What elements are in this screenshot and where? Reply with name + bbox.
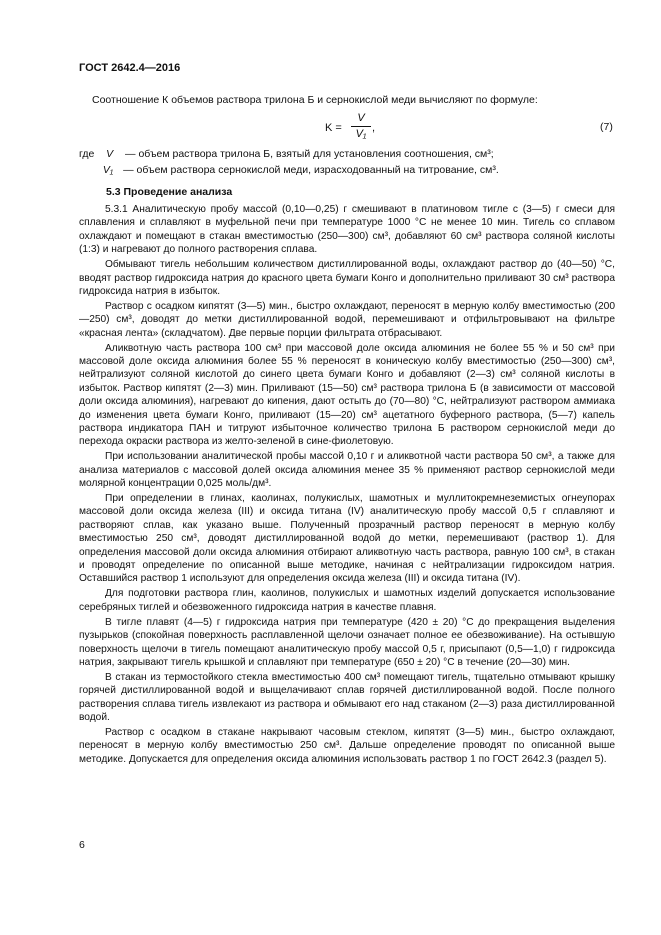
formula-intro-text: Соотношение К объемов раствора трилона Б и сернокислой меди вычисляют по формуле: bbox=[92, 94, 538, 106]
paragraph: Обмывают тигель небольшим количеством дистиллированной воды, охлаждают раствор до (40—50) °С, вводят раствор гидроксида натрия до красного цвета бумаги Конго и дополнительно приливают 30 см³ раствора гидроксида натрия в избыток. bbox=[79, 259, 615, 297]
paragraph: 5.3.1 Аналитическую пробу массой (0,10—0,25) г смешивают в платиновом тигле с (3—5) г смеси для сплавления и сплавляют в муфельной печи при температуре 1000 °С не менее 10 мин. Тигель со сплавом охлаждают и помещают в стакан вместимостью (250—300) см³, добавляют 60 см³ раствора соляной кислоты (1:3) и нагревают до полного растворения сплава. bbox=[79, 204, 615, 256]
where-label: где bbox=[79, 148, 95, 160]
definition-symbol: V bbox=[106, 148, 114, 160]
paragraph: В стакан из термостойкого стекла вместимостью 400 см³ помещают тигель, тщательно отмывают крышку горячей дистиллированной водой и выщелачивают сплав горячей дистиллированной водой. После полного растворения сплава тигель извлекают из раствора и обмывают его над стаканом (2—3) раза дистиллированной водой. bbox=[79, 671, 615, 724]
paragraph: Раствор с осадком кипятят (3—5) мин., быстро охлаждают, переносят в мерную колбу вместимостью (200—250) см³, доводят до метки дистиллированной водой, перемешивают и отфильтровывают на фильтре «красная лента» (складчатом). Две первые порции фильтрата отбрасывают. bbox=[79, 300, 615, 339]
formula-tail: , bbox=[372, 122, 376, 134]
document-code-header: ГОСТ 2642.4—2016 bbox=[79, 62, 181, 74]
body-text bbox=[79, 203, 615, 768]
variable-definitions bbox=[79, 146, 499, 178]
formula-lhs: K = bbox=[325, 122, 342, 134]
page-number: 6 bbox=[79, 839, 85, 851]
formula-denominator: V₁ bbox=[355, 128, 367, 140]
definition-text: — объем раствора сернокислой меди, израсходованный на титрование, см³. bbox=[123, 164, 499, 176]
section-title: 5.3 Проведение анализа bbox=[106, 186, 233, 198]
paragraph: При определении в глинах, каолинах, полукислых, шамотных и муллитокремнеземистых огнеупорах массовой доли оксида железа (III) и оксида титана (IV) аналитическую пробу массой 0,5 г сплавляют и растворяют сплав, как указано выше. Полученный прозрачный раствор переносят в мерную колбу вместимостью 250 см³, доводят дистиллированной водой до метки, перемешивают (раствор 1). Для определения массовой доли оксида алюминия отбирают аликвотную часть раствора, равную 100 см³, в стакан и проводят определение по описанной выше методике, начиная с нейтрализации гидроксидом натрия. Оставшийся раствор 1 используют для определения оксида железа (III) и оксида титана (IV). bbox=[79, 493, 615, 585]
definition-symbol: V₁ bbox=[102, 164, 114, 176]
paragraph: Раствор с осадком в стакане накрывают часовым стеклом, кипятят (3—5) мин., быстро охлаждают, переносят в мерную колбу вместимостью 250 см³. Дальше определение проводят по описанной выше методике. Допускается для определения оксида алюминия использовать раствор 1 по ГОСТ 2642.3 (раздел 5). bbox=[79, 726, 615, 765]
formula-fraction bbox=[351, 112, 371, 140]
formula-numerator: V bbox=[357, 112, 365, 124]
equation-number: (7) bbox=[600, 121, 613, 133]
paragraph: Для подготовки раствора глин, каолинов, полукислых и шамотных изделий допускается использование серебряных тиглей и обезвоженного гидроксида натрия в качестве плавня. bbox=[79, 588, 615, 613]
definition-row bbox=[79, 162, 499, 178]
fraction-bar bbox=[351, 126, 371, 127]
paragraph: В тигле плавят (4—5) г гидроксида натрия при температуре (420 ± 20) °С до прекращения выделения пузырьков (спокойная поверхность расплавленной щелочи означает полное ее обезвоживание). На остывшую поверхность щелочи в тигель помещают аналитическую пробу массой 0,5 г, присыпают (0,5—1,0) г гидроксида натрия, закрывают тигель крышкой и сплавляют при температуре (650 ± 20) °С в течение (20—30) мин. bbox=[79, 616, 615, 668]
definition-text: — объем раствора трилона Б, взятый для установления соотношения, см³; bbox=[125, 148, 494, 160]
paragraph: Аликвотную часть раствора 100 см³ при массовой доле оксида алюминия не более 55 % и 50 см³ при массовой доле оксида алюминия более 55 % переносят в коническую колбу вместимостью (250—300) см³, нейтрализуют соляной кислотой до синего цвета бумаги Конго и добавляют (2—3) см³ соляной кислоты в избыток. Раствор кипятят (2—3) мин. Приливают (15—50) см³ раствора трилона Б (в зависимости от массовой доли оксида алюминия), нагревают до кипения, дают остыть до (70—80) °С, нейтрализуют раствором аммиака до изменения цвета бумаги Конго, приливают (15—20) см³ ацетатного буферного раствора, (5—7) капель раствора индикатора ПАН и титруют избыточное количество трилона Б раствором сернокислой меди до перехода окраски раствора из желто-зеленой в сине-фиолетовую. bbox=[79, 342, 615, 448]
definition-row bbox=[79, 146, 499, 162]
paragraph: При использовании аналитической пробы массой 0,10 г и аликвотной части раствора 50 см³, а также для анализа материалов с массовой долей оксида алюминия менее 35 % применяют раствор сернокислой меди молярной концентрации 0,025 моль/дм³. bbox=[79, 451, 615, 490]
